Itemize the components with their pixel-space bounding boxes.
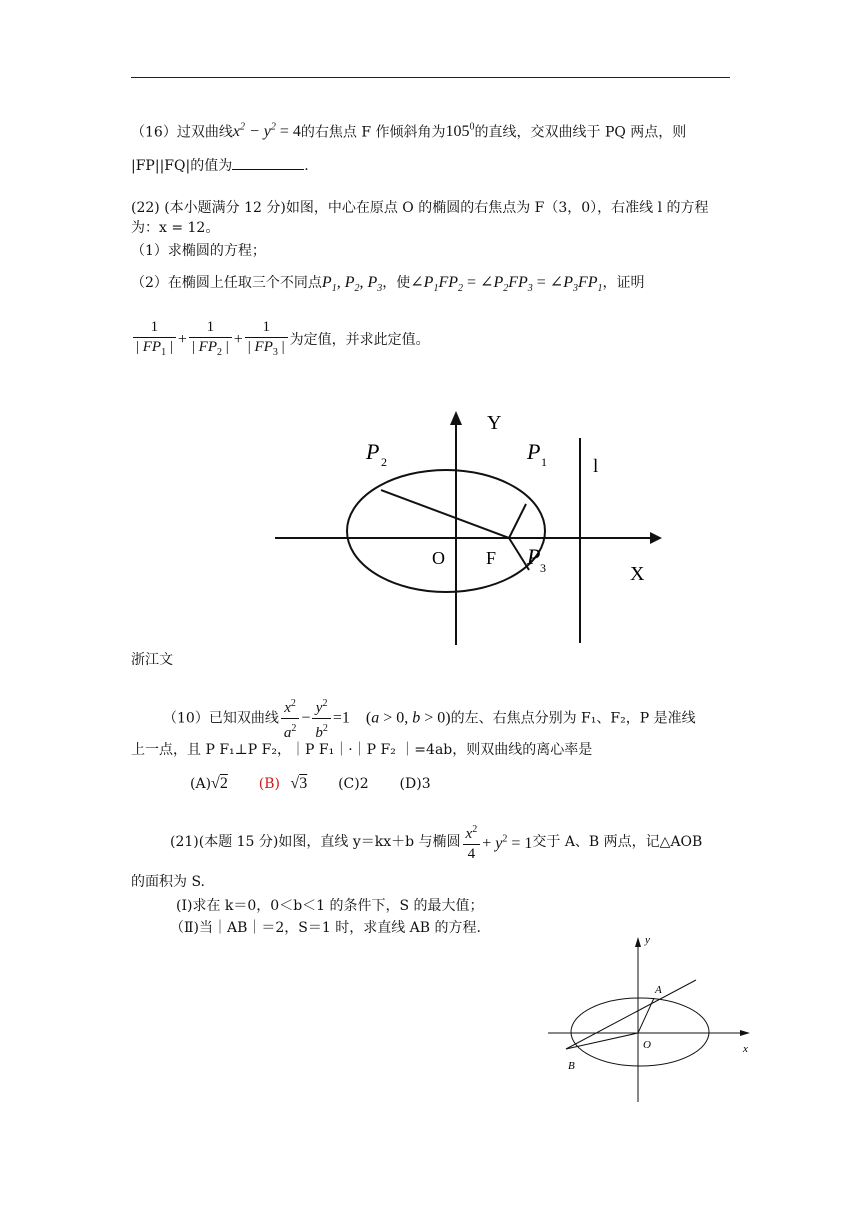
- fraction-x2-4: $\frac{x^2}{4}$: [463, 820, 481, 864]
- q21-part2: （Ⅱ)当｜AB｜＝2，S＝1 时，求直线 AB 的方程.: [170, 920, 481, 936]
- label-directrix: l: [593, 456, 599, 477]
- label-x: X: [630, 563, 645, 585]
- q16-line2: |FP||FQ|的值为 .: [131, 155, 309, 176]
- segment-ob: [566, 1033, 638, 1049]
- q16-text-pre: （16）过双曲线: [131, 124, 233, 141]
- svg-text:3: 3: [540, 561, 546, 575]
- fraction-fp3: $\frac{1}{| FP_3 |}$: [245, 318, 288, 362]
- q22-line2: 为：x = 12。: [131, 220, 220, 236]
- fraction-y2-b2: $\frac{y^2}{b^2}$: [312, 694, 331, 743]
- label-p1: P: [527, 439, 541, 464]
- ellipse-curve-2: [571, 998, 709, 1066]
- q21-line2: 的面积为 S.: [131, 874, 205, 890]
- q10-option-a: (A)√2: [190, 775, 228, 792]
- q10-options: (A)√2 (B) √3 (C)2 (D)3: [190, 775, 431, 792]
- q10-line2: 上一点，且 P F₁⊥P F₂，｜P F₁｜·｜P F₂ ｜=4ab，则双曲线的离心率是: [131, 742, 593, 758]
- label-b: B: [568, 1060, 575, 1072]
- label-x-2: x: [743, 1043, 748, 1055]
- label-focus: F: [486, 548, 497, 568]
- q16-answer-prompt: |FP||FQ|的值为: [131, 158, 233, 174]
- label-y: Y: [487, 412, 502, 434]
- label-p2: P: [366, 439, 380, 464]
- label-origin-2: O: [643, 1039, 651, 1051]
- q10-option-c: (C)2: [338, 776, 369, 792]
- line-ab: [566, 980, 696, 1049]
- q16-text-mid: 的右焦点 F 作倾斜角为: [300, 124, 446, 141]
- fraction-fp2: $\frac{1}{| FP_2 |}$: [189, 318, 232, 362]
- q10-line1: （10）已知双曲线 $\frac{x^2}{a^2}$ − $\frac{y^2}{b^2}$ =1 (a > 0, b > 0)的左、右焦点分别为 F₁、F₂，P 是准线: [163, 694, 696, 743]
- q21-part1: (I)求在 k＝0，0＜b＜1 的条件下，S 的最大值；: [176, 898, 484, 914]
- label-p3: P: [527, 544, 541, 569]
- q10-option-b: (B): [258, 776, 280, 792]
- svg-text:1: 1: [541, 455, 547, 469]
- label-y-2: y: [645, 934, 650, 946]
- q16-equation: $x^2 - y^2 = 4$: [232, 122, 301, 141]
- q22-part2: （2）在椭圆上任取三个不同点$P_1$, $P_2$, $P_3$，使$\angle P_1FP_2$ = $\angle P_2FP_3$ = $\angle P_3FP_1$，证明: [131, 274, 645, 295]
- q22-line1: (22) (本小题满分 12 分)如图，中心在原点 O 的椭圆的右焦点为 F（3，0），右准线 l 的方程: [131, 200, 709, 216]
- q16-text-post: 的直线，交双曲线于 PQ 两点，则: [474, 124, 687, 141]
- svg-text:2: 2: [381, 455, 387, 469]
- q22-part1: （1）求椭圆的方程；: [131, 243, 266, 259]
- label-origin: O: [432, 548, 445, 568]
- segment-oa: [638, 998, 654, 1033]
- q22-points: $P_1$, $P_2$, $P_3$: [321, 274, 383, 295]
- q22-sum-expression: $\frac{1}{| FP_1 |}$ + $\frac{1}{| FP_2 |}$ + $\frac{1}{| FP_3 |}$ 为定值，并求此定值。: [131, 318, 430, 362]
- q21-line1: (21)(本题 15 分)如图，直线 y＝kx＋b 与椭圆 $\frac{x^2}{4}$ + $y^2 = 1$交于 A、B 两点，记△AOB: [170, 820, 702, 864]
- label-a: A: [655, 984, 662, 996]
- q16-angle: $105^0$: [445, 122, 475, 141]
- fraction-x2-a2: $\frac{x^2}{a^2}$: [281, 694, 300, 743]
- q22-angle-condition: $\angle P_1FP_2$ = $\angle P_2FP_3$ = $\angle P_3FP_1$: [410, 274, 603, 295]
- fraction-fp1: $\frac{1}{| FP_1 |}$: [133, 318, 176, 362]
- q10-option-d: (D)3: [399, 776, 431, 792]
- section-header-zhejiang: 浙江文: [131, 652, 173, 668]
